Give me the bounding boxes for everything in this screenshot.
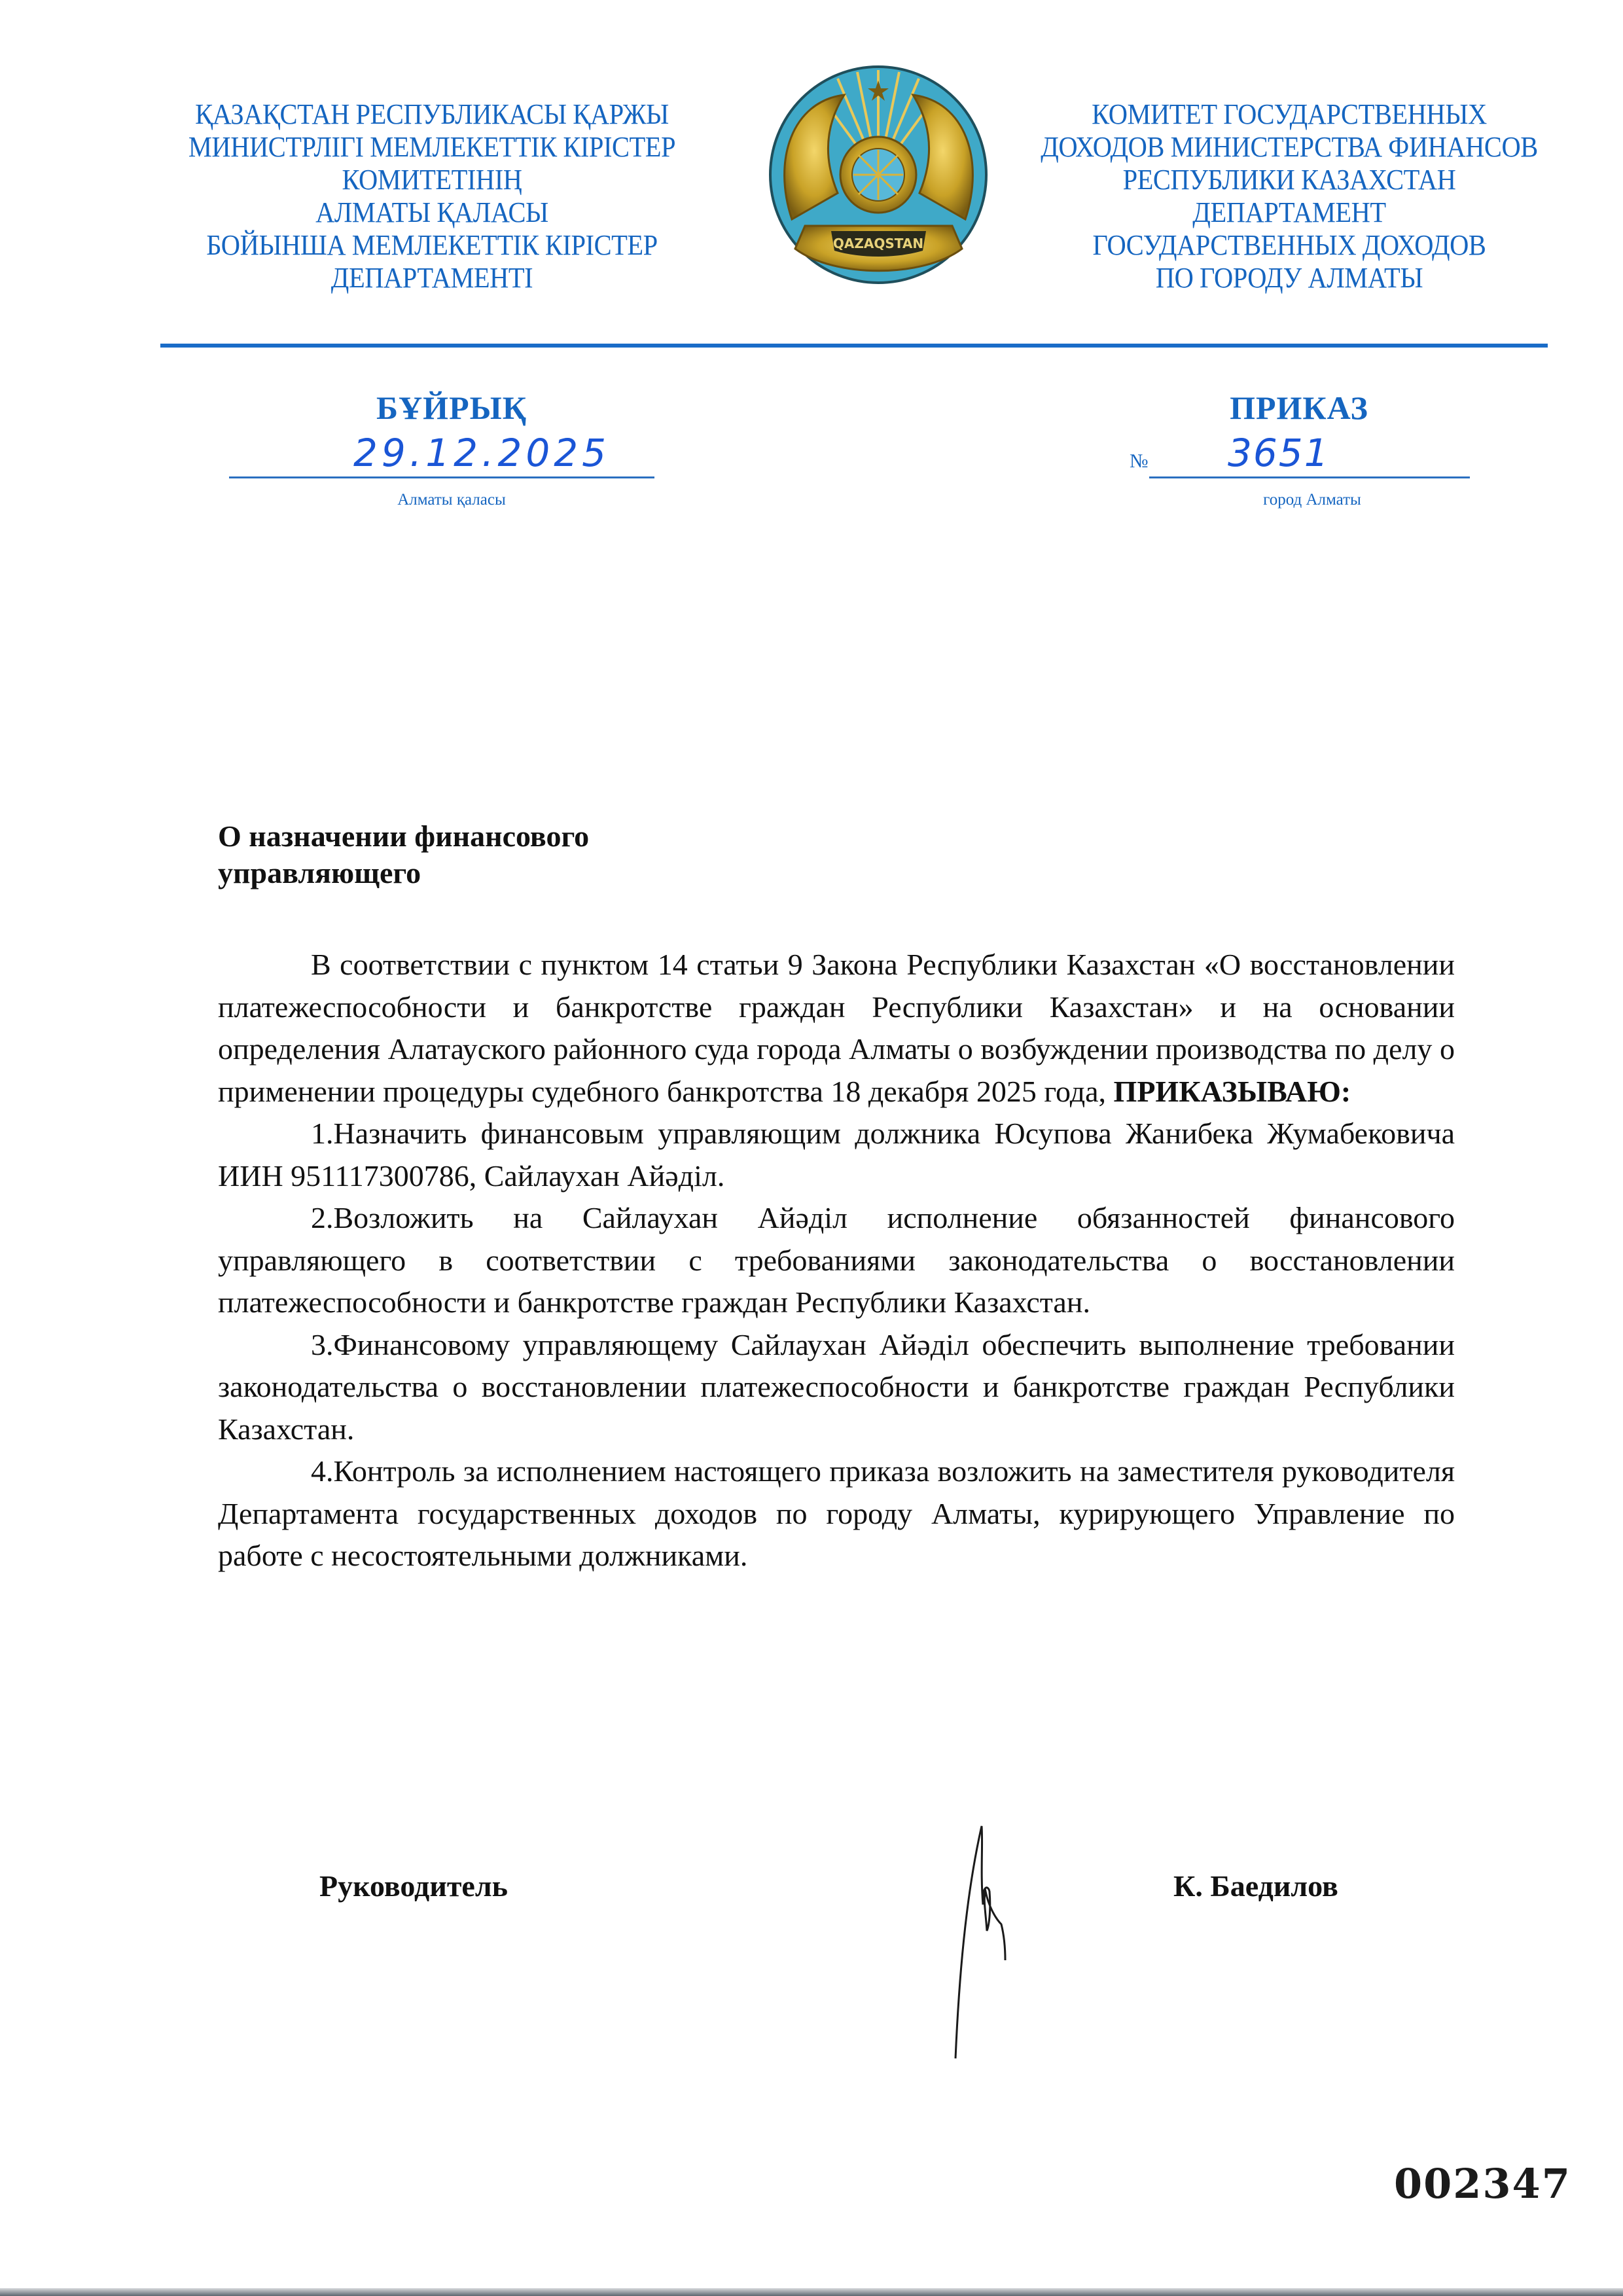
order-item: 1.Назначить финансовым управляющим должника Юсупова Жанибека Жумабековича ИИН 951117300786, Сайлаухан Айәділ. [218, 1117, 1455, 1193]
header-divider [160, 344, 1548, 348]
order-item: 4.Контроль за исполнением настоящего приказа возложить на заместителя руководителя Департамента государственных доходов по городу Алматы, курирующего Управление по работе с несостоятельными должниками. [218, 1454, 1455, 1572]
header-kz-line: ҚАЗАҚСТАН РЕСПУБЛИКАСЫ ҚАРЖЫ [195, 98, 669, 130]
header-ru-line: ДОХОДОВ МИНИСТЕРСТВА ФИНАНСОВ [1041, 131, 1538, 163]
order-item: 3.Финансовому управляющему Сайлаухан Айәділ обеспечить выполнение требовании законодательства о восстановлении платежеспособности и банкротстве граждан Республики Казахстан. [218, 1327, 1455, 1446]
signatory-name: К. Баедилов [1173, 1869, 1338, 1903]
header-kz-line: МИНИСТРЛІГІ МЕМЛЕКЕТТІК КІРІСТЕР [188, 131, 676, 163]
order-date: 29.12.2025 [353, 431, 611, 475]
order-date-field [229, 431, 654, 478]
order-item: 2.Возложить на Сайлаухан Айәділ исполнение обязанностей финансового управляющего в соответствии с требованиями законодательства о восстановлении платежеспособности и банкротстве граждан Республики Казахстан. [218, 1201, 1455, 1319]
order-title-kz: БҰЙРЫҚ [376, 389, 527, 426]
signatory-position: Руководитель [319, 1869, 508, 1903]
header-russian [1030, 98, 1548, 295]
preamble-text: В соответствии с пунктом 14 статьи 9 Закона Республики Казахстан «О восстановлении платежеспособности и банкротстве граждан Республики Казахстан» и на основании определения Алатауского районного суда города Алматы о возбуждении производства по делу о применении процедуры судебного банкротства 18 декабря 2025 года, [218, 948, 1455, 1108]
city-ru: город Алматы [1263, 491, 1361, 509]
header-kazakh [167, 98, 697, 295]
order-body [218, 944, 1455, 1577]
subject-line: управляющего [218, 856, 421, 889]
header-kz-line: АЛМАТЫ ҚАЛАСЫ [315, 196, 548, 228]
serial-number: 002347 [1394, 2160, 1571, 2208]
handwritten-signature-icon [942, 1820, 1073, 2062]
state-emblem-icon [766, 62, 991, 288]
header-kz-line: БОЙЫНША МЕМЛЕКЕТТІК КІРІСТЕР [206, 229, 658, 261]
subject-line: О назначении финансового [218, 819, 590, 853]
header-ru-line: КОМИТЕТ ГОСУДАРСТВЕННЫХ [1092, 98, 1487, 130]
header-ru-line: РЕСПУБЛИКИ КАЗАХСТАН [1122, 164, 1456, 196]
order-number-field [1149, 431, 1470, 478]
header-ru-line: ГОСУДАРСТВЕННЫХ ДОХОДОВ [1092, 229, 1486, 261]
order-subject [218, 818, 807, 891]
order-word: ПРИКАЗЫВАЮ: [1113, 1074, 1351, 1108]
header-kz-line: КОМИТЕТІНІҢ [342, 164, 522, 196]
header-ru-line: ПО ГОРОДУ АЛМАТЫ [1155, 262, 1423, 294]
header-ru-line: ДЕПАРТАМЕНТ [1192, 196, 1386, 228]
emblem-text: QAZAQSTAN [832, 236, 924, 251]
scan-edge [0, 2288, 1623, 2296]
order-number-label: № [1130, 450, 1149, 472]
preamble-paragraph [218, 944, 1455, 1113]
order-title-ru: ПРИКАЗ [1230, 389, 1368, 426]
order-number: 3651 [1228, 431, 1330, 475]
city-kz: Алматы қаласы [397, 491, 506, 509]
header-kz-line: ДЕПАРТАМЕНТІ [330, 262, 533, 294]
